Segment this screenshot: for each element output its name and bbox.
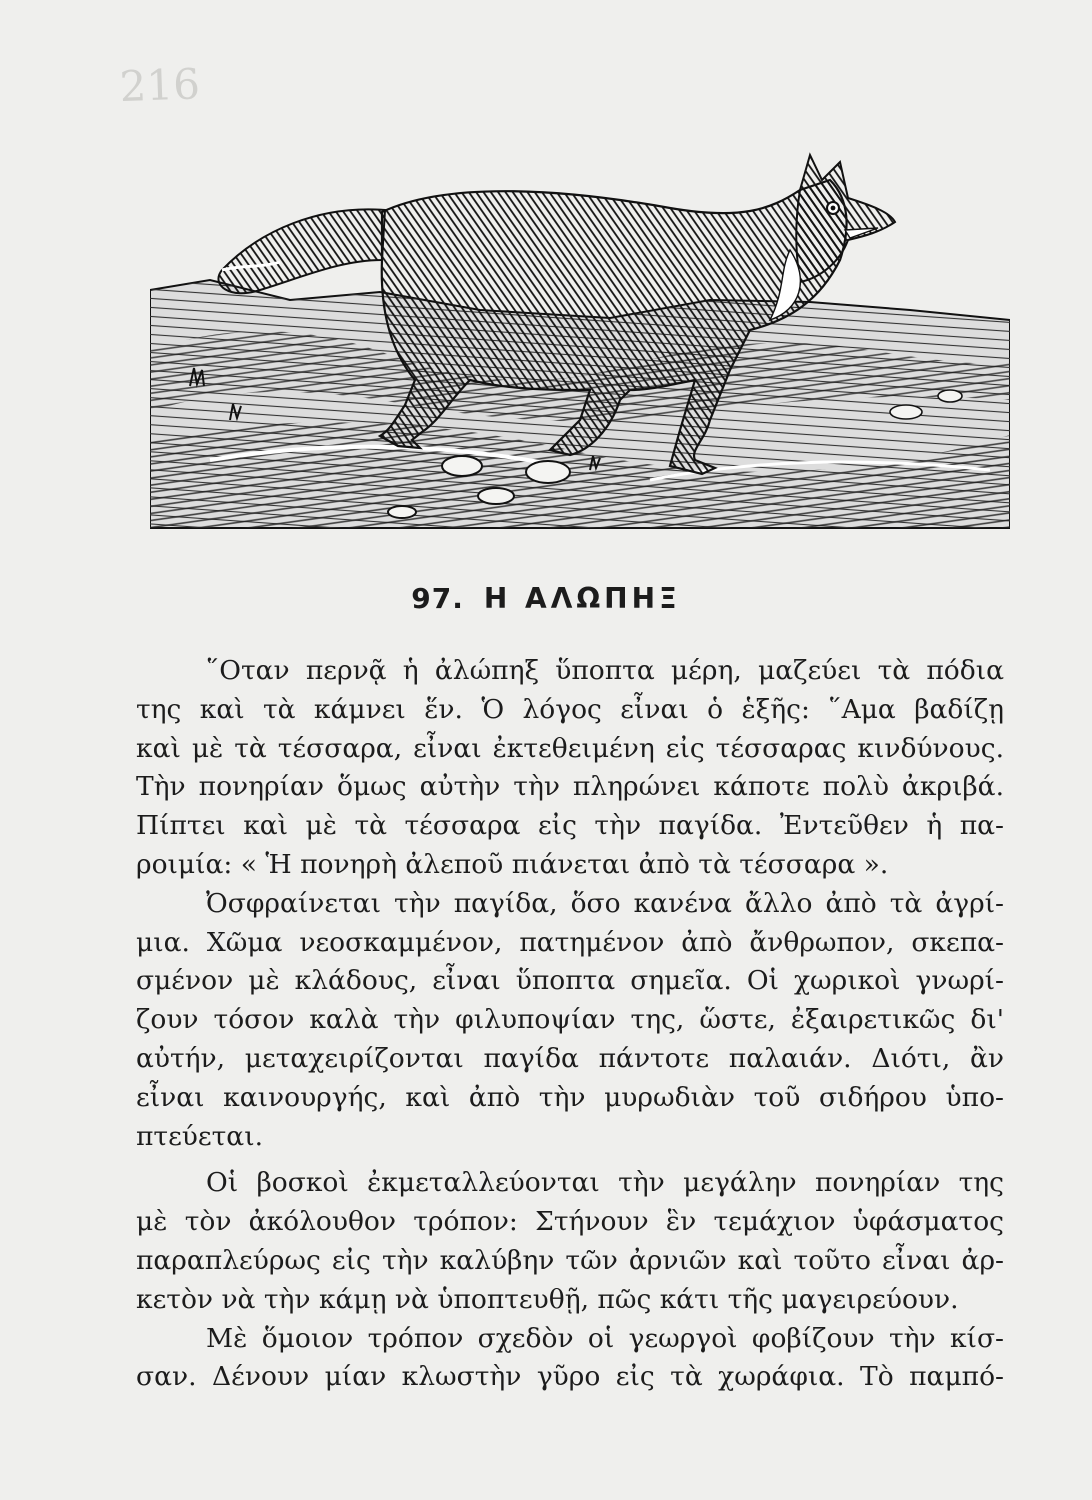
fox-woodcut-illustration <box>150 150 1010 530</box>
chapter-heading <box>0 582 1092 615</box>
paragraph <box>136 1320 1004 1398</box>
chapter-number: 97. <box>411 582 464 615</box>
text-line: μια. Χῶμα νεοσκαμμένον, πατημένον ἀπὸ ἄνθρωπον, σκεπα- <box>136 926 1004 958</box>
text-line: κετὸν νὰ τὴν κάμῃ νὰ ὑποπτευθῇ, πῶς κάτι τῆς μαγειρεύουν. <box>136 1283 959 1315</box>
text-line: Τὴν πονηρίαν ὅμως αὐτὴν τὴν πληρώνει κάποτε πολὺ ἀκριβά. <box>136 771 1004 803</box>
text-line: καὶ μὲ τὰ τέσσαρα, εἶναι ἐκτεθειμένη εἰς τέσσαρας κινδύνους. <box>136 732 1004 764</box>
text-line: εἶναι καινουργής, καὶ ἀπὸ τὴν μυρωδιὰν τοῦ σιδήρου ὑπο- <box>136 1081 1004 1113</box>
text-line: σμένον μὲ κλάδους, εἶναι ὕποπτα σημεῖα. Οἱ χωρικοὶ γνωρί- <box>136 965 1004 997</box>
text-line: ζουν τόσον καλὰ τὴν φιλυποψίαν της, ὥστε, ἐξαιρετικῶς δι' <box>136 1004 1004 1036</box>
text-line: της καὶ τὰ κάμνει ἕν. Ὁ λόγος εἶναι ὁ ἑξῆς: ῞Αμα βαδίζῃ <box>136 693 1004 725</box>
text-line: πτεύεται. <box>136 1120 264 1152</box>
text-line: μὲ τὸν ἀκόλουθον τρόπον: Στήνουν ἓν τεμάχιον ὑφάσματος <box>136 1206 1004 1238</box>
paragraph <box>136 1164 1004 1319</box>
body-text <box>136 652 1004 1397</box>
text-line: Πίπτει καὶ μὲ τὰ τέσσαρα εἰς τὴν παγίδα. Ἐντεῦθεν ἡ πα- <box>136 810 1004 842</box>
text-line: αὐτήν, μεταχειρίζονται παγίδα πάντοτε παλαιάν. Διότι, ἂν <box>136 1042 1004 1074</box>
text-line: ῞Οταν περνᾷ ἡ ἀλώπηξ ὕποπτα μέρη, μαζεύει τὰ πόδια <box>206 655 1004 686</box>
text-line: ροιμία: « Ἡ πονηρὴ ἀλεποῦ πιάνεται ἀπὸ τὰ τέσσαρα ». <box>136 848 889 880</box>
text-line: παραπλεύρως εἰς τὴν καλύβην τῶν ἀρνιῶν καὶ τοῦτο εἶναι ἀρ- <box>136 1244 1004 1276</box>
text-line: Μὲ ὅμοιον τρόπον σχεδὸν οἱ γεωργοὶ φοβίζουν τὴν κίσ- <box>206 1322 1004 1354</box>
fox-icon <box>150 150 1010 530</box>
page-number-bleedthrough: 216 <box>118 59 201 112</box>
paragraph <box>136 885 1004 1157</box>
text-line: σαν. Δένουν μίαν κλωστὴν γῦρο εἰς τὰ χωράφια. Τὸ παμπό- <box>136 1361 1004 1393</box>
text-line: Ὀσφραίνεται τὴν παγίδα, ὅσο κανένα ἄλλο ἀπὸ τὰ ἀγρί- <box>206 887 1004 919</box>
paragraph <box>136 652 1004 885</box>
chapter-title: Η ΑΛΩΠΗΞ <box>483 582 681 615</box>
text-line: Οἱ βοσκοὶ ἐκμεταλλεύονται τὴν μεγάλην πονηρίαν της <box>206 1167 1004 1199</box>
